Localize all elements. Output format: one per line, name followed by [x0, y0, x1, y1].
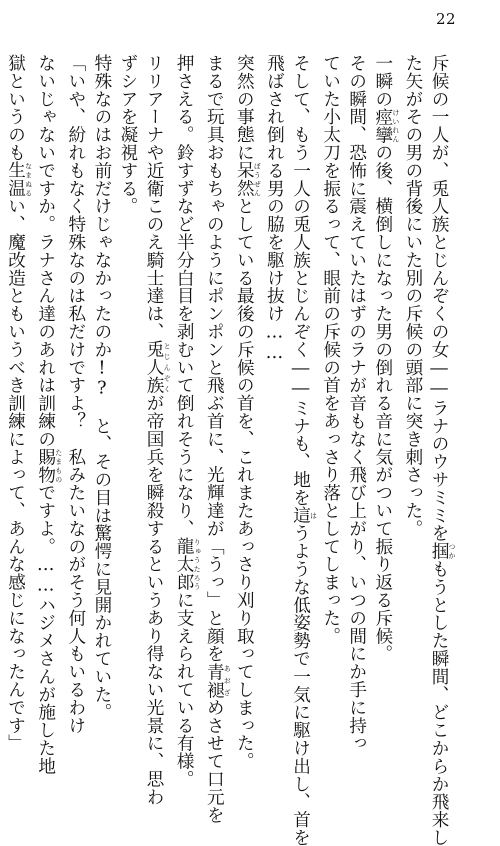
- furigana-reading: ぼうぜん: [253, 161, 262, 198]
- furigana-word: 青褪 あおざ: [204, 662, 232, 699]
- furigana-reading: けいれん: [391, 107, 400, 144]
- text-line-3: 一瞬の痙攣 けいれんの後、横倒しになった男の倒れる音に気がついて振り返る斥候。: [372, 54, 400, 663]
- furigana-reading: とじんぞく: [163, 340, 172, 395]
- page-number: 22: [436, 10, 457, 28]
- furigana-reading: たまもの: [54, 447, 63, 484]
- furigana-word: 呆然 ぼうぜん: [234, 161, 262, 198]
- furigana-word: 痙攣 けいれん: [372, 107, 400, 144]
- furigana-reading: は: [309, 506, 318, 525]
- text-line-2: た矢がその男の背後にいた別の斥候の頭部に突き刺さった。: [402, 54, 423, 538]
- text-line-6: そして、もう一人の兎人族とじんぞく――ミナも、地を這 はうような低姿勢で一気に駆け出し、首を: [290, 54, 318, 846]
- vertical-text-body: [0, 54, 456, 846]
- furigana-reading: りゅうたろう: [193, 537, 202, 592]
- furigana-word: 生温 なまぬる: [5, 161, 33, 198]
- text-line-1: 斥候の一人が、兎人族とじんぞくの女――ラナのウサミミを掴 つかもうとした瞬間、どこからか飛来し: [429, 54, 456, 846]
- text-line-8: 突然の事態に呆然 ぼうぜんとしている最後の斥候の首を、これまたあっさり刈り取ってしまった。: [234, 54, 262, 771]
- text-line-7: 飛ばされ倒れる男の脇を駆け抜け……: [264, 54, 285, 364]
- furigana-reading: なまぬる: [24, 161, 33, 198]
- text-line-16: 獄というのも生温 なまぬるい、魔改造ともいうべき訓練によって、あんな感じになったんです」: [5, 54, 33, 753]
- text-line-10: 押さえる。鈴すずなど半分白目を剥むいて倒れそうになり、龍太郎 りゅうたろうに支えられている有様。: [174, 54, 202, 788]
- text-line-4: その瞬間、恐怖に震えていたはずのラナが音もなく飛び上がり、いつの間にか手に持っ: [346, 54, 367, 753]
- furigana-word: 龍太郎 りゅうたろう: [174, 537, 202, 592]
- text-line-12: ずシアを凝視する。: [117, 54, 138, 216]
- furigana-reading: あおざ: [223, 662, 232, 699]
- text-line-14: 「いや、紛れもなく特殊なのは私だけですよ？ 私みたいなのがそう何人もいるわけ: [65, 54, 86, 735]
- furigana-word: 賜物 たまもの: [35, 447, 63, 484]
- text-line-11: リリアーナや近衛このえ騎士達は、兎人族 とじんぞくが帝国兵を瞬殺するというあり得ない光景に、思わ: [144, 54, 172, 806]
- text-line-15: ないじゃないですか。ラナさん達のあれは訓練の賜物 たまものですよ。……ハジメさんが施した地: [35, 54, 63, 775]
- text-line-13: 特殊なのはお前だけじゃなかったのか!? と、その目は驚愕に見開かれていた。: [91, 54, 112, 722]
- furigana-word: 兎人族 とじんぞく: [144, 340, 172, 395]
- furigana-word: 這 は: [290, 506, 318, 525]
- furigana-reading: つか: [448, 542, 456, 560]
- text-line-9: まるで玩具おもちゃのようにポンポンと飛ぶ首に、光輝達が「うっ」と顔を青褪 あおざめさせて口元を: [204, 54, 232, 824]
- text-line-5: ていた小太刀を振るって、眼前の斥候の首をあっさり落としてしまった。: [320, 54, 341, 645]
- furigana-word: 掴 つか: [429, 542, 456, 561]
